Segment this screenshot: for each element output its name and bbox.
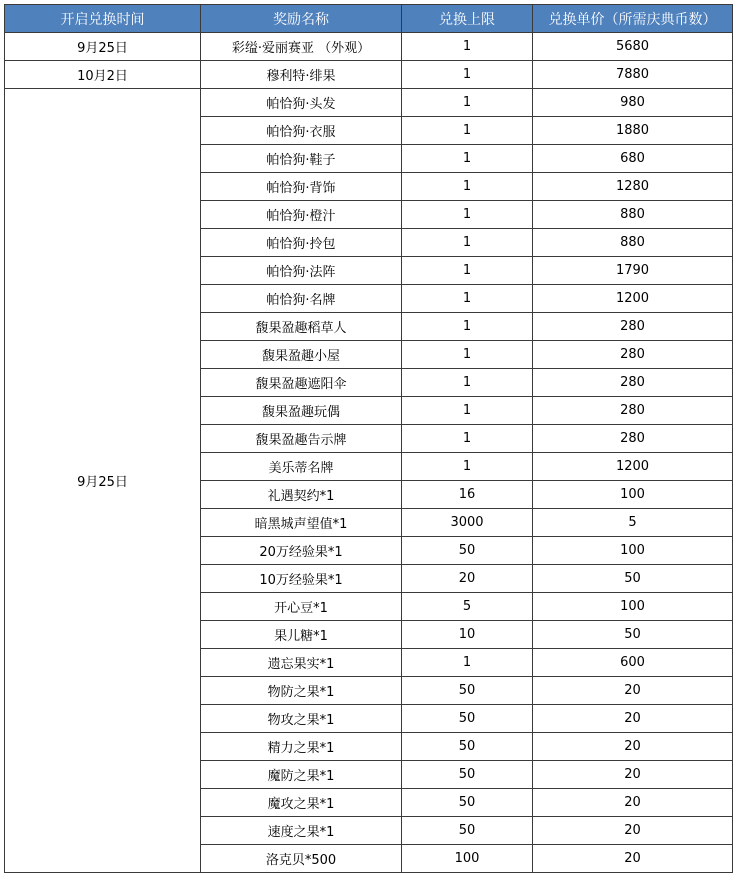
reward-name-cell: 馥果盈趣玩偶: [201, 397, 402, 425]
exchange-limit-cell: 1: [402, 201, 533, 229]
exchange-limit-cell: 1: [402, 649, 533, 677]
open-time-cell: 10月2日: [5, 61, 201, 89]
exchange-limit-cell: 16: [402, 481, 533, 509]
reward-name-cell: 20万经验果*1: [201, 537, 402, 565]
reward-name-cell: 帕恰狗·背饰: [201, 173, 402, 201]
open-time-cell: 9月25日: [5, 33, 201, 61]
unit-price-cell: 20: [533, 733, 733, 761]
unit-price-cell: 5: [533, 509, 733, 537]
exchange-limit-cell: 1: [402, 145, 533, 173]
reward-name-cell: 帕恰狗·橙汁: [201, 201, 402, 229]
exchange-limit-cell: 50: [402, 789, 533, 817]
unit-price-cell: 280: [533, 425, 733, 453]
unit-price-cell: 280: [533, 397, 733, 425]
exchange-table: [4, 4, 733, 873]
reward-name-cell: 果儿糖*1: [201, 621, 402, 649]
unit-price-cell: 1280: [533, 173, 733, 201]
reward-name-cell: 帕恰狗·拎包: [201, 229, 402, 257]
reward-name-cell: 帕恰狗·衣服: [201, 117, 402, 145]
unit-price-cell: 1880: [533, 117, 733, 145]
unit-price-cell: 280: [533, 369, 733, 397]
table-body: [5, 33, 733, 873]
unit-price-cell: 100: [533, 593, 733, 621]
reward-name-cell: 穆利特·绯果: [201, 61, 402, 89]
unit-price-cell: 50: [533, 565, 733, 593]
exchange-limit-cell: 20: [402, 565, 533, 593]
reward-name-cell: 帕恰狗·头发: [201, 89, 402, 117]
reward-name-cell: 开心豆*1: [201, 593, 402, 621]
exchange-limit-cell: 50: [402, 817, 533, 845]
reward-name-cell: 魔攻之果*1: [201, 789, 402, 817]
unit-price-cell: 680: [533, 145, 733, 173]
unit-price-cell: 880: [533, 229, 733, 257]
unit-price-cell: 1200: [533, 453, 733, 481]
reward-name-cell: 速度之果*1: [201, 817, 402, 845]
unit-price-cell: 20: [533, 817, 733, 845]
unit-price-cell: 280: [533, 341, 733, 369]
exchange-limit-cell: 1: [402, 173, 533, 201]
exchange-limit-cell: 3000: [402, 509, 533, 537]
exchange-limit-cell: 50: [402, 705, 533, 733]
unit-price-cell: 1790: [533, 257, 733, 285]
header-open-time: 开启兑换时间: [5, 5, 201, 33]
reward-name-cell: 馥果盈趣告示牌: [201, 425, 402, 453]
table-header-row: [5, 5, 733, 33]
reward-name-cell: 魔防之果*1: [201, 761, 402, 789]
table-row: [5, 89, 733, 117]
exchange-limit-cell: 1: [402, 89, 533, 117]
reward-name-cell: 帕恰狗·鞋子: [201, 145, 402, 173]
reward-name-cell: 美乐蒂名牌: [201, 453, 402, 481]
exchange-limit-cell: 1: [402, 285, 533, 313]
unit-price-cell: 20: [533, 845, 733, 873]
reward-name-cell: 帕恰狗·法阵: [201, 257, 402, 285]
exchange-limit-cell: 1: [402, 61, 533, 89]
unit-price-cell: 5680: [533, 33, 733, 61]
exchange-limit-cell: 1: [402, 117, 533, 145]
reward-name-cell: 帕恰狗·名牌: [201, 285, 402, 313]
unit-price-cell: 50: [533, 621, 733, 649]
unit-price-cell: 100: [533, 537, 733, 565]
exchange-limit-cell: 1: [402, 313, 533, 341]
unit-price-cell: 980: [533, 89, 733, 117]
exchange-limit-cell: 1: [402, 229, 533, 257]
exchange-limit-cell: 1: [402, 369, 533, 397]
exchange-limit-cell: 100: [402, 845, 533, 873]
unit-price-cell: 880: [533, 201, 733, 229]
unit-price-cell: 20: [533, 677, 733, 705]
unit-price-cell: 100: [533, 481, 733, 509]
exchange-limit-cell: 1: [402, 397, 533, 425]
reward-name-cell: 馥果盈趣稻草人: [201, 313, 402, 341]
reward-name-cell: 暗黑城声望值*1: [201, 509, 402, 537]
reward-name-cell: 馥果盈趣小屋: [201, 341, 402, 369]
unit-price-cell: 7880: [533, 61, 733, 89]
unit-price-cell: 20: [533, 761, 733, 789]
header-reward-name: 奖励名称: [201, 5, 402, 33]
reward-name-cell: 物防之果*1: [201, 677, 402, 705]
reward-name-cell: 遗忘果实*1: [201, 649, 402, 677]
exchange-limit-cell: 50: [402, 761, 533, 789]
unit-price-cell: 20: [533, 789, 733, 817]
reward-name-cell: 10万经验果*1: [201, 565, 402, 593]
exchange-limit-cell: 50: [402, 537, 533, 565]
unit-price-cell: 600: [533, 649, 733, 677]
reward-name-cell: 物攻之果*1: [201, 705, 402, 733]
exchange-limit-cell: 50: [402, 677, 533, 705]
table-row: [5, 33, 733, 61]
reward-name-cell: 彩缢·爱丽赛亚 （外观）: [201, 33, 402, 61]
reward-name-cell: 精力之果*1: [201, 733, 402, 761]
unit-price-cell: 1200: [533, 285, 733, 313]
reward-name-cell: 洛克贝*500: [201, 845, 402, 873]
unit-price-cell: 280: [533, 313, 733, 341]
exchange-limit-cell: 5: [402, 593, 533, 621]
open-time-cell: 9月25日: [5, 89, 201, 873]
header-unit-price: 兑换单价（所需庆典币数）: [533, 5, 733, 33]
unit-price-cell: 20: [533, 705, 733, 733]
header-exchange-limit: 兑换上限: [402, 5, 533, 33]
table-row: [5, 61, 733, 89]
exchange-limit-cell: 1: [402, 33, 533, 61]
reward-name-cell: 礼遇契约*1: [201, 481, 402, 509]
exchange-limit-cell: 1: [402, 453, 533, 481]
reward-name-cell: 馥果盈趣遮阳伞: [201, 369, 402, 397]
exchange-limit-cell: 1: [402, 425, 533, 453]
exchange-limit-cell: 50: [402, 733, 533, 761]
exchange-limit-cell: 10: [402, 621, 533, 649]
exchange-limit-cell: 1: [402, 341, 533, 369]
exchange-limit-cell: 1: [402, 257, 533, 285]
